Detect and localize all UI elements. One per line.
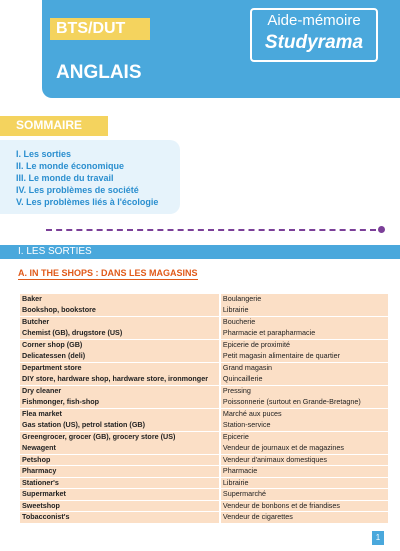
english-term: Sweetshop [20,501,219,512]
english-term: Gas station (US), petrol station (GB) [20,420,219,431]
table-row [20,397,388,408]
table-row [20,466,388,477]
french-term: Marché aux puces [221,409,388,420]
english-term: Butcher [20,317,219,328]
table-row [20,340,388,351]
english-term: Baker [20,294,219,305]
french-term: Epicerie de proximité [221,340,388,351]
sommaire-item: V. Les problèmes liés à l'écologie [16,197,159,207]
brand-logo: Studyrama [264,32,364,53]
table-row [20,501,388,512]
english-term: Tobacconist's [20,512,219,523]
english-term: Department store [20,363,219,374]
table-row [20,317,388,328]
english-term: Dry cleaner [20,386,219,397]
french-term: Epicerie [221,432,388,443]
divider-dot [378,226,385,233]
table-row [20,305,388,316]
french-term: Pharmacie [221,466,388,477]
french-term: Vendeur de cigarettes [221,512,388,523]
french-term: Petit magasin alimentaire de quartier [221,351,388,362]
table-row [20,351,388,362]
series-tab [50,18,150,40]
french-term: Vendeur de journaux et de magazines [221,443,388,454]
french-term: Boucherie [221,317,388,328]
table-row [20,386,388,397]
french-term: Grand magasin [221,363,388,374]
subsection-title: A. IN THE SHOPS : DANS LES MAGASINS [18,268,198,278]
sommaire-heading [0,116,108,136]
english-term: Supermarket [20,489,219,500]
collection-label: Aide-mémoire [267,12,361,29]
english-term: Chemist (GB), drugstore (US) [20,328,219,339]
english-term: Pharmacy [20,466,219,477]
french-term: Librairie [221,305,388,316]
sommaire-item: I. Les sorties [16,149,72,159]
english-term: Greengrocer, grocer (GB), grocery store (US) [20,432,219,443]
french-term: Supermarché [221,489,388,500]
english-term: Corner shop (GB) [20,340,219,351]
sommaire-item: III. Le monde du travail [16,173,114,183]
sommaire-item: IV. Les problèmes de société [16,185,139,195]
french-term: Boulangerie [221,294,388,305]
english-term: Delicatessen (deli) [20,351,219,362]
table-row [20,374,388,385]
french-term: Poissonnerie (surtout en Grande-Bretagne) [221,397,388,408]
series-label: BTS/DUT [56,20,126,37]
sommaire-title: SOMMAIRE [16,118,82,132]
english-term: DIY store, hardware shop, hardware store, ironmonger [20,374,219,385]
english-term: Newagent [20,443,219,454]
table-row [20,432,388,443]
french-term: Pressing [221,386,388,397]
french-term: Vendeur d'animaux domestiques [221,455,388,466]
dashed-divider [46,229,376,231]
section-title: I. LES SORTIES [18,246,92,257]
french-term: Librairie [221,478,388,489]
table-row [20,455,388,466]
subject-title: ANGLAIS [56,62,142,83]
french-term: Vendeur de bonbons et de friandises [221,501,388,512]
table-row [20,328,388,339]
section-heading-bar [0,245,400,259]
sommaire-list [16,148,158,208]
table-row [20,512,388,523]
table-row [20,420,388,431]
table-row [20,409,388,420]
table-row [20,363,388,374]
english-term: Petshop [20,455,219,466]
sommaire-item: II. Le monde économique [16,161,125,171]
french-term: Pharmacie et parapharmacie [221,328,388,339]
english-term: Stationer's [20,478,219,489]
table-row [20,489,388,500]
vocabulary-table [20,294,388,524]
page-number: 1 [372,531,384,545]
table-row [20,443,388,454]
english-term: Flea market [20,409,219,420]
table-row [20,478,388,489]
french-term: Station-service [221,420,388,431]
french-term: Quincaillerie [221,374,388,385]
brand-box [250,8,378,62]
english-term: Bookshop, bookstore [20,305,219,316]
table-row [20,294,388,305]
english-term: Fishmonger, fish-shop [20,397,219,408]
